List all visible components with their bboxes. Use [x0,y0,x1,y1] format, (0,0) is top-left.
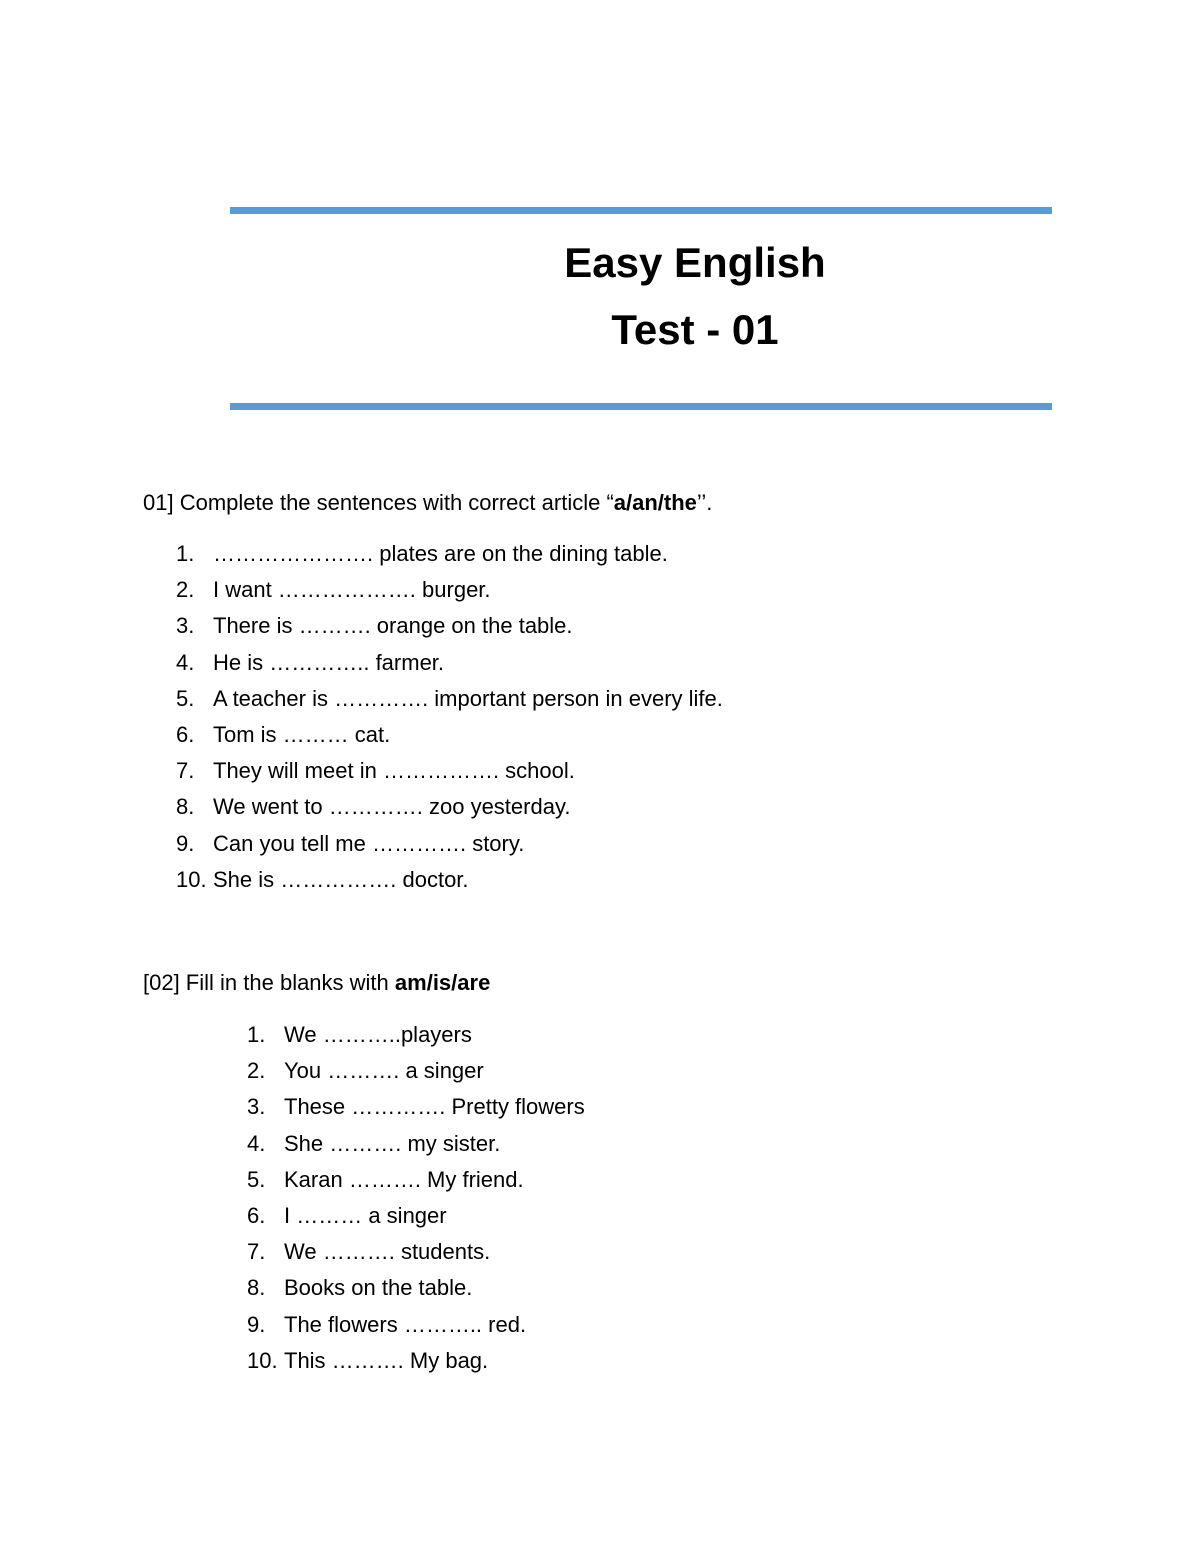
question-text: She ………. my sister. [284,1130,501,1156]
question-text: A teacher is …………. important person in every life. [213,685,723,711]
question-text: You ………. a singer [284,1058,484,1084]
section2-heading [143,970,490,996]
top-divider [230,207,1052,214]
question-text: Can you tell me …………. story. [213,830,525,856]
question-text: We went to …………. zoo yesterday. [213,794,571,820]
question-number: 6. [176,721,195,747]
question-text: I ……… a singer [284,1202,447,1228]
question-text: …………………. plates are on the dining table. [213,541,668,566]
question-number: 7. [176,758,195,784]
question-text: Books on the table. [284,1275,473,1301]
document-title: Easy English [564,239,826,286]
section1-heading-prefix: 01] Complete the sentences with correct article “ [143,490,614,515]
question-number: 4. [247,1130,266,1156]
section1-heading [143,490,712,516]
question-number: 10. [247,1347,278,1373]
question-number: 10. [176,866,207,892]
question-number: 3. [176,613,195,639]
question-number: 7. [247,1239,266,1265]
question-number: 5. [247,1166,266,1192]
section1-heading-bold: a/an/the [613,490,697,515]
question-text: These …………. Pretty flowers [284,1094,585,1120]
question-text: There is ………. orange on the table. [213,613,573,639]
question-number: 1. [176,541,195,566]
question-text: Tom is ……… cat. [213,721,391,747]
question-number: 6. [247,1202,266,1228]
question-text: We ………. students. [284,1239,491,1265]
question-text: Karan ………. My friend. [284,1166,524,1192]
question-number: 2. [176,577,195,603]
document-subtitle: Test - 01 [611,306,779,353]
question-number: 8. [247,1275,266,1301]
question-number: 4. [176,649,195,675]
question-text: This ………. My bag. [284,1347,489,1373]
question-text: She is ……………. doctor. [213,866,469,892]
section2-heading-prefix: [02] Fill in the blanks with [143,970,395,995]
question-number: 9. [176,830,195,856]
question-text: We ………..players [284,1022,472,1047]
section1-heading-suffix: ’’. [696,490,713,515]
section2-heading-bold: am/is/are [394,970,491,995]
question-number: 9. [247,1311,266,1337]
question-text: They will meet in ……………. school. [213,758,575,784]
question-number: 3. [247,1094,266,1120]
question-number: 1. [247,1022,266,1047]
question-number: 2. [247,1058,266,1084]
question-text: The flowers ……….. red. [284,1311,527,1337]
question-number: 8. [176,794,195,820]
bottom-divider [230,403,1052,410]
question-text: I want ………………. burger. [213,577,491,603]
question-text: He is ………….. farmer. [213,649,445,675]
question-number: 5. [176,685,195,711]
